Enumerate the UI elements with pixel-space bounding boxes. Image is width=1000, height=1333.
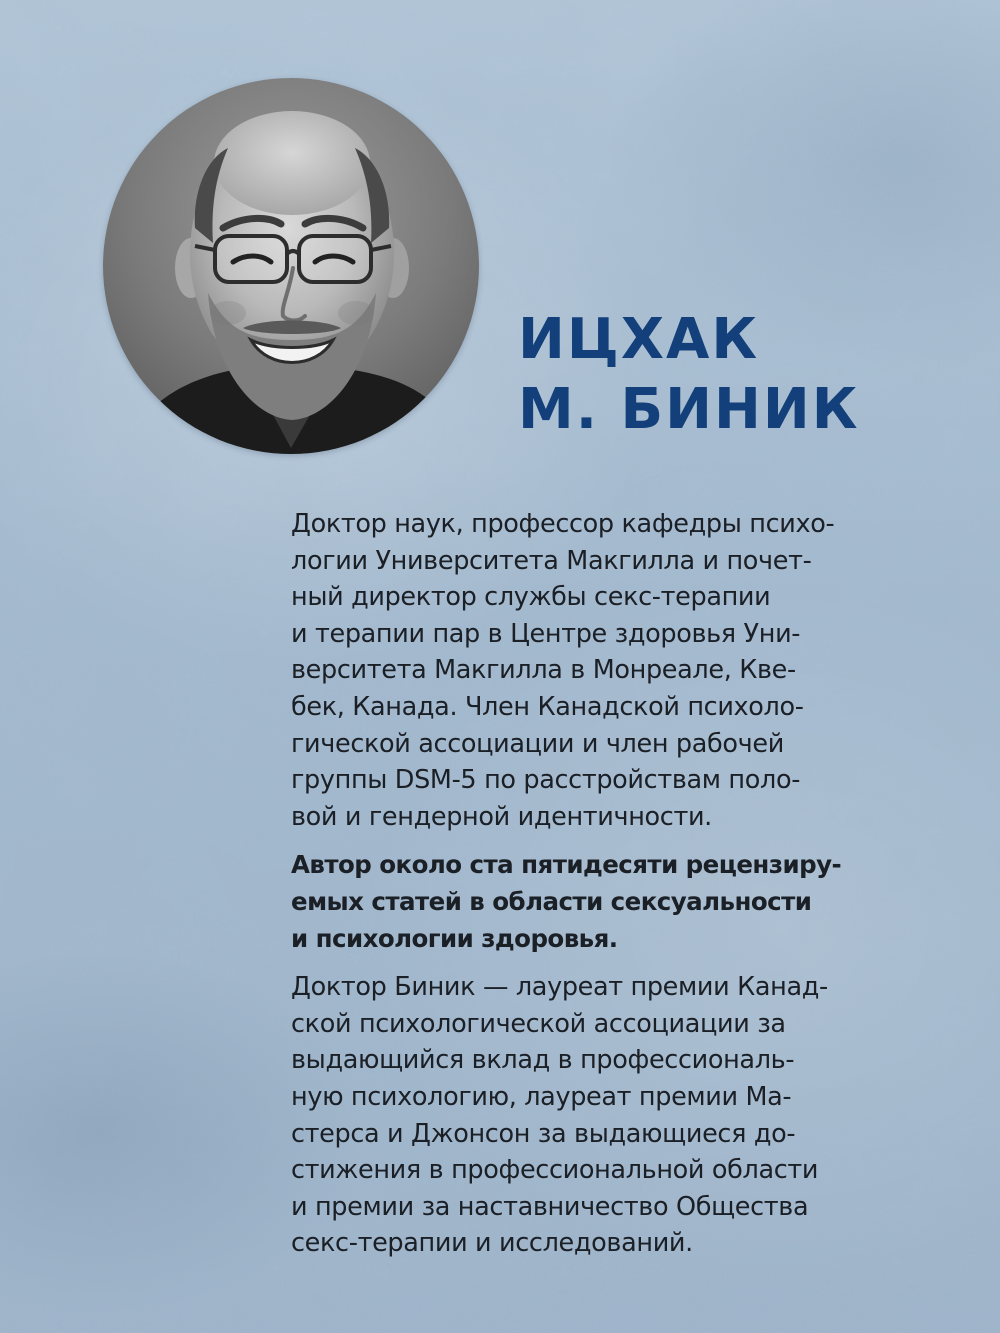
bio-line: и психологии здоровья. [291,923,618,953]
bio-line: верситета Макгилла в Монреале, Кве- [291,655,796,686]
author-portrait [103,78,479,454]
bio-line: ную психологию, лауреат премии Ма- [291,1081,792,1112]
author-name-line-1: ИЦХАК [518,307,760,372]
bio-line: Автор около ста пятидесяти рецензиру- [291,850,842,880]
bio-line: и премии за наставничество Общества [291,1191,809,1222]
bio-paragraph-credentials [291,506,906,835]
bio-line: секс-терапии и исследований. [291,1228,693,1259]
bio-line: выдающийся вклад в профессиональ- [291,1045,795,1076]
bio-paragraph-publications [291,847,906,957]
bio-line: ской психологической ассоциации за [291,1008,786,1039]
bio-line: Доктор наук, профессор кафедры психо- [291,509,835,539]
bio-line: логии Университета Макгилла и почет- [291,545,812,576]
bio-line: вой и гендерной идентичности. [291,801,712,832]
bio-line: стижения в профессиональной области [291,1155,819,1186]
bio-line: стерса и Джонсон за выдающиеся до- [291,1118,796,1149]
author-bio [291,506,906,1274]
bio-line: группы DSM-5 по расстройствам поло- [291,765,801,796]
bio-line: гической ассоциации и член рабочей [291,728,784,759]
bio-line: ный директор службы секс-терапии [291,582,771,613]
bio-paragraph-awards [291,969,906,1262]
bio-line: Доктор Биник — лауреат премии Канад- [291,972,828,1003]
bio-line: бек, Канада. Член Канадской психоло- [291,691,804,722]
author-name [518,305,860,445]
bio-line: емых статей в области сексуальности [291,886,812,916]
author-photo-icon [103,78,479,454]
bio-line: и терапии пар в Центре здоровья Уни- [291,618,801,649]
author-name-line-2: М. БИНИК [518,377,860,442]
